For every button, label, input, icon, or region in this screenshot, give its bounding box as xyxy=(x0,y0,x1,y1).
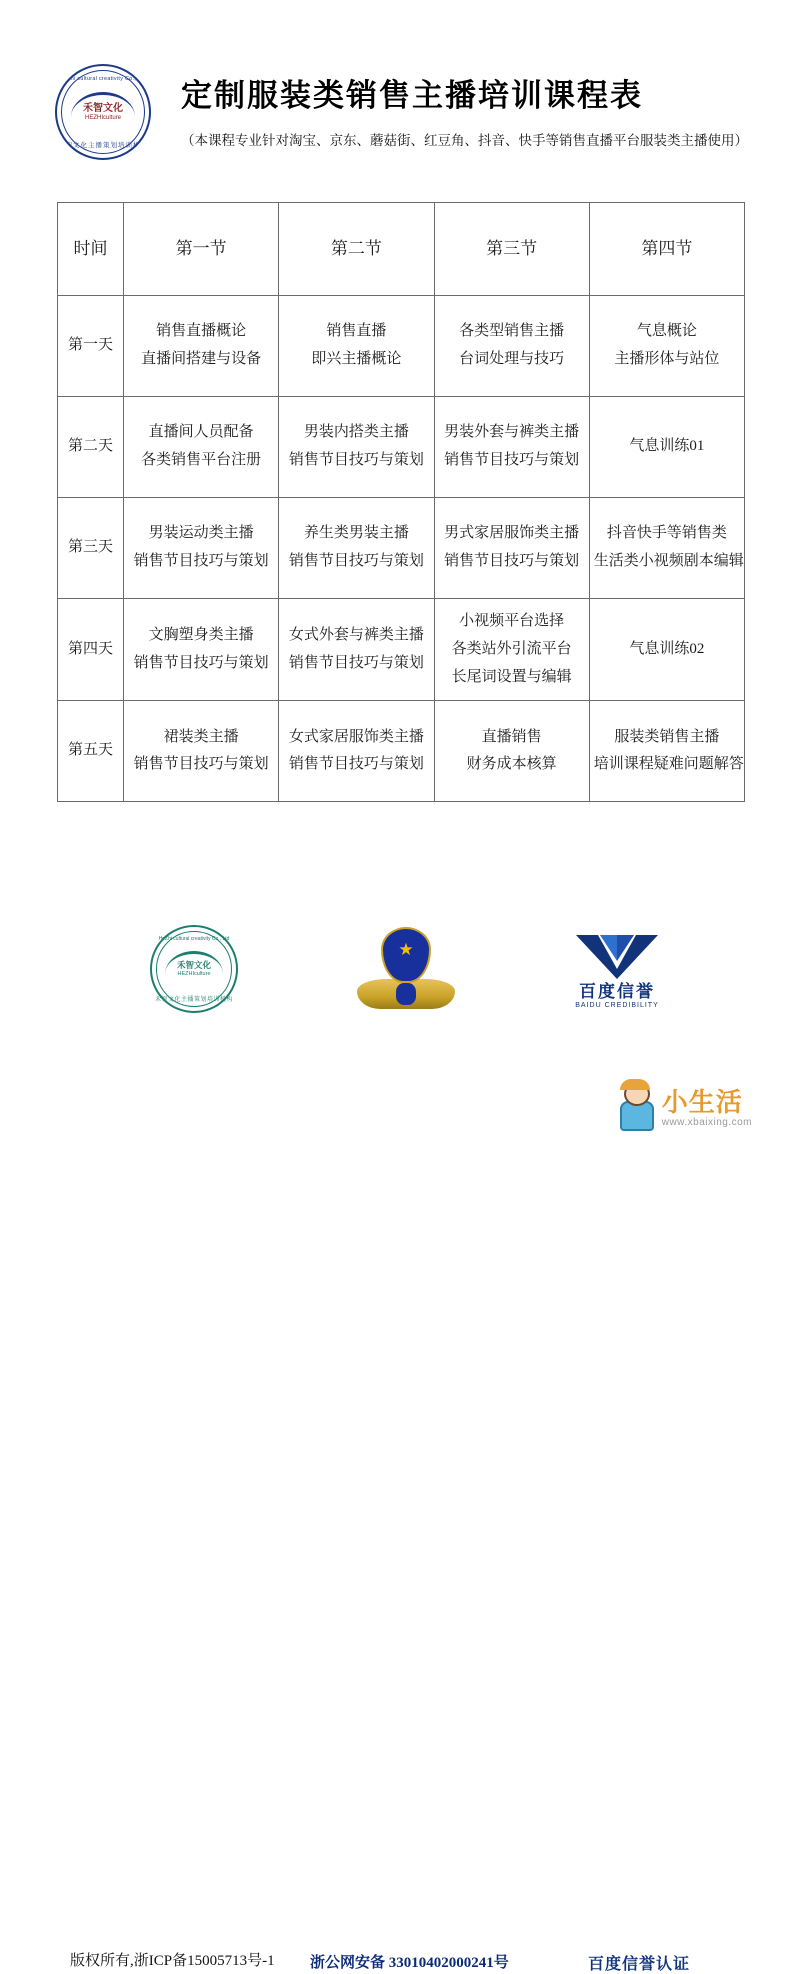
table-cell xyxy=(124,296,279,397)
cell-line: 各类站外引流平台 xyxy=(451,640,572,657)
cell-line: 销售节目技巧与策划 xyxy=(133,654,269,671)
table-cell xyxy=(434,296,589,397)
table-cell xyxy=(589,498,744,599)
cell-line: 气息训练02 xyxy=(629,640,705,657)
table-head xyxy=(58,203,745,296)
cell-line: 女式外套与裤类主播 xyxy=(288,626,424,643)
cell-line: 各类销售平台注册 xyxy=(141,452,262,468)
table-cell xyxy=(589,599,744,701)
cell-line: 财务成本核算 xyxy=(466,756,557,773)
cell-line: 男装内搭类主播 xyxy=(303,424,409,441)
row-time-label: 第三天 xyxy=(58,498,124,599)
logo-english-name: HEZHIculture xyxy=(84,114,121,121)
baidu-sub-label: BAIDU CREDIBILITY xyxy=(575,1002,659,1009)
cell-line: 生活类小视频剧本编辑 xyxy=(593,553,744,569)
cell-line: 销售节目技巧与策划 xyxy=(133,553,269,569)
cell-line: 直播间搭建与设备 xyxy=(141,351,262,367)
cell-line: 销售节目技巧与策划 xyxy=(288,553,424,569)
cell-line: 销售节目技巧与策划 xyxy=(444,553,580,569)
baidu-v-icon xyxy=(574,931,660,981)
police-emblem-icon xyxy=(356,927,456,1013)
table-cell xyxy=(589,397,744,498)
column-header-time: 时间 xyxy=(58,203,124,296)
cell-line: 裙装类主播 xyxy=(163,728,239,745)
cell-line: 服装类销售主播 xyxy=(614,728,720,745)
logo-arc-top-text: HeZhi cultural creativity Co., Ltd xyxy=(59,76,147,82)
cell-line: 即兴主播概论 xyxy=(311,351,402,367)
row-time-label: 第五天 xyxy=(58,701,124,802)
cell-line: 直播间人员配备 xyxy=(148,424,254,441)
company-seal-icon xyxy=(150,925,238,1013)
cell-line: 销售直播概论 xyxy=(156,323,247,340)
cell-line: 女式家居服饰类主播 xyxy=(288,728,424,745)
logo-chinese-name: 禾智文化 xyxy=(83,102,123,114)
row-time-label: 第二天 xyxy=(58,397,124,498)
table-cell xyxy=(279,498,434,599)
cell-line: 长尾词设置与编辑 xyxy=(451,668,572,685)
logo-center-text xyxy=(83,103,123,121)
cell-line: 男装外套与裤类主播 xyxy=(444,424,580,441)
cell-line: 男装运动类主播 xyxy=(148,525,254,542)
table-header-row xyxy=(58,203,745,296)
baidu-credibility-badge[interactable] xyxy=(574,931,660,1013)
police-record-text: 浙公网安备 33010402000241号 xyxy=(310,1955,509,1971)
cell-line: 气息训练01 xyxy=(629,438,705,455)
table-row xyxy=(58,296,745,397)
watermark-text-block xyxy=(662,1089,752,1128)
star-icon: ★ xyxy=(398,940,414,959)
table-row xyxy=(58,498,745,599)
page-subtitle: （本课程专业针对淘宝、京东、蘑菇街、红豆角、抖音、快手等销售直播平台服装类主播使用） xyxy=(181,133,748,148)
table-cell xyxy=(124,498,279,599)
table-row xyxy=(58,397,745,498)
table-cell xyxy=(434,599,589,701)
table-cell xyxy=(589,296,744,397)
column-header-period-1: 第一节 xyxy=(124,203,279,296)
cell-line: 文胸塑身类主播 xyxy=(148,626,254,643)
column-header-period-4: 第四节 xyxy=(589,203,744,296)
row-time-label: 第一天 xyxy=(58,296,124,397)
seal-arc-bottom-text: 禾智文化主播策划培训机构 xyxy=(154,997,233,1003)
document-header xyxy=(0,0,800,160)
cell-line: 男式家居服饰类主播 xyxy=(444,525,580,542)
cell-line: 销售节目技巧与策划 xyxy=(444,452,580,468)
logo-arc-bottom-text: 禾智文化主播策划培训机构 xyxy=(58,142,148,149)
cell-line: 销售节目技巧与策划 xyxy=(288,756,424,773)
table-body xyxy=(58,296,745,802)
column-header-period-2: 第二节 xyxy=(279,203,434,296)
seal-chinese-name: 禾智文化 xyxy=(176,959,212,970)
baidu-label: 百度信誉 xyxy=(579,982,655,1002)
table-cell xyxy=(279,701,434,802)
cell-line: 小视频平台选择 xyxy=(459,613,565,629)
company-logo-icon xyxy=(55,64,151,160)
schedule-table-wrapper xyxy=(0,160,800,802)
cell-line: 培训课程疑难问题解答 xyxy=(593,756,744,773)
cell-line: 台词处理与技巧 xyxy=(459,351,565,367)
table-cell xyxy=(124,397,279,498)
table-row xyxy=(58,599,745,701)
seal-arc-top-text: HeZhi cultural creativity Co., Ltd xyxy=(158,936,230,942)
cell-line: 直播销售 xyxy=(481,728,542,745)
table-cell xyxy=(434,701,589,802)
cell-line: 气息概论 xyxy=(636,323,697,340)
course-schedule-table xyxy=(57,202,745,802)
table-cell xyxy=(589,701,744,802)
seal-center-text xyxy=(177,961,211,977)
cell-line: 销售节目技巧与策划 xyxy=(288,654,424,671)
table-cell xyxy=(434,397,589,498)
police-wings-shape xyxy=(357,979,455,1009)
site-watermark xyxy=(616,1082,752,1128)
company-seal-badge xyxy=(150,925,238,1013)
table-cell xyxy=(434,498,589,599)
watermark-url: www.xbaixing.com xyxy=(661,1117,752,1128)
police-record-badge xyxy=(356,927,456,1013)
page-title: 定制服装类销售主播培训课程表 xyxy=(181,78,643,113)
cell-line: 主播形体与站位 xyxy=(614,351,720,367)
column-header-period-3: 第三节 xyxy=(434,203,589,296)
police-shield-shape xyxy=(381,927,431,983)
cell-line: 抖音快手等销售类 xyxy=(606,525,727,542)
cell-line: 各类型销售主播 xyxy=(459,323,565,340)
baidu-cert-text: 百度信誉认证 xyxy=(588,1956,691,1973)
cell-line: 养生类男装主播 xyxy=(303,525,409,542)
table-cell xyxy=(279,397,434,498)
table-cell xyxy=(124,599,279,701)
cell-line: 销售直播 xyxy=(326,323,387,340)
watermark-title: 小生活 xyxy=(661,1087,743,1117)
seal-english-name: HEZHIculture xyxy=(177,970,211,977)
mascot-hat-shape xyxy=(620,1079,650,1090)
table-cell xyxy=(279,296,434,397)
footer-badges xyxy=(0,925,800,1013)
table-cell xyxy=(279,599,434,701)
title-block xyxy=(181,62,748,149)
mascot-icon xyxy=(616,1082,656,1128)
cell-line: 销售节目技巧与策划 xyxy=(133,756,269,773)
table-row xyxy=(58,701,745,802)
copyright-text: 版权所有,浙ICP备15005713号-1 xyxy=(70,1953,275,1969)
row-time-label: 第四天 xyxy=(58,599,124,701)
table-cell xyxy=(124,701,279,802)
cell-line: 销售节目技巧与策划 xyxy=(288,452,424,468)
